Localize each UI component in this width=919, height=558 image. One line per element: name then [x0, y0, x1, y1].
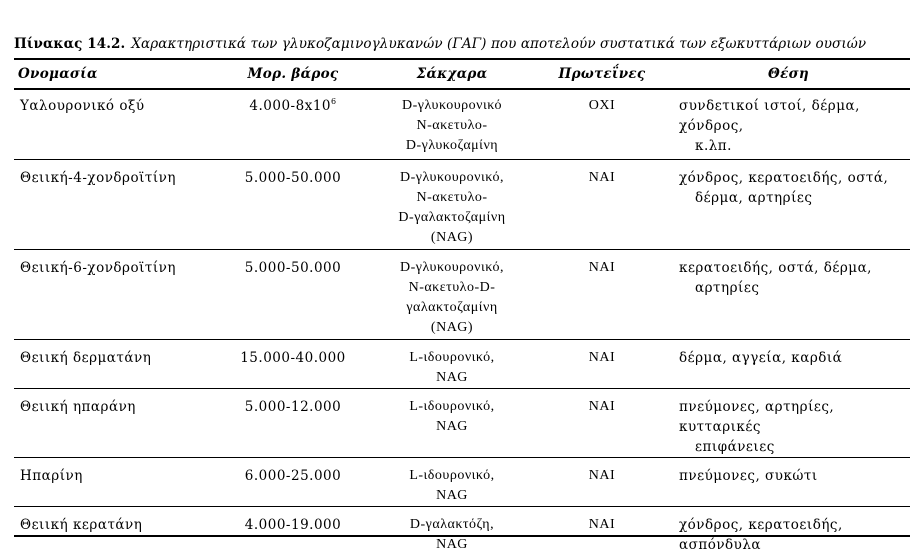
table-header-row [14, 60, 910, 88]
cell-position [667, 339, 910, 388]
cell-mw [219, 88, 367, 159]
cell-position [667, 457, 910, 506]
cell-sugar [367, 159, 537, 249]
column-header-mw: Μορ. βάρος [247, 66, 339, 82]
cell-sugar-line: D-γλυκοζαμίνη [405, 138, 499, 153]
cell-sugar-line: L-ιδουρονικό, [409, 398, 495, 414]
cell-protein: ΝΑΙ [537, 388, 667, 457]
cell-mw [219, 388, 367, 457]
table-row [14, 506, 910, 558]
column-header-protein: Πρωτεΐνες [558, 66, 646, 82]
cell-protein: ΝΑΙ [537, 339, 667, 388]
column-header-name: Ονομασία [18, 66, 98, 82]
cell-protein: ΝΑΙ [588, 516, 616, 532]
cell-sugar-line: D-γαλακτόζη, [409, 516, 495, 532]
cell-sugar-line: D-γαλακτοζαμίνη [398, 209, 506, 225]
table-row [14, 457, 910, 506]
cell-sugar [367, 249, 537, 339]
cell-position [667, 249, 910, 339]
cell-position-line: κερατοειδής, οστά, δέρμα, [679, 259, 872, 276]
cell-position [667, 388, 910, 457]
cell-position-line: πνεύμονες, αρτηρίες, κυτταρικές [679, 398, 835, 435]
cell-mw [219, 339, 367, 388]
cell-mw-value: 4.000-19.000 [244, 516, 342, 533]
table-row [14, 88, 910, 159]
cell-mw-value: 15.000-40.000 [240, 349, 346, 366]
cell-position [667, 88, 910, 159]
cell-sugar-line: L-ιδουρονικό, [409, 349, 495, 365]
cell-position-line: χόνδρος, κερατοειδής, οστά, [679, 169, 889, 186]
cell-mw-value: 5.000-50.000 [244, 169, 342, 186]
table-body [14, 88, 910, 558]
cell-position-line: δέρμα, αγγεία, καρδιά [679, 349, 843, 366]
cell-sugar-line: NAG [436, 487, 468, 503]
cell-sugar-line: NAG [436, 536, 468, 552]
cell-position-line: χόνδρος, κερατοειδής, ασπόνδυλα [679, 516, 843, 553]
cell-protein: ΝΑΙ [537, 159, 667, 249]
cell-position-line: πνεύμονες, συκώτι [679, 467, 818, 484]
column-header-position: Θέση [768, 66, 809, 82]
cell-position [667, 159, 910, 249]
table-caption [14, 36, 914, 52]
cell-position [667, 506, 910, 558]
cell-name: Θειική δερματάνη [14, 339, 219, 388]
table-row [14, 339, 910, 388]
column-header-sugar: Σάκχαρα [416, 66, 488, 82]
cell-sugar-line: γαλακτοζαμίνη [406, 299, 498, 315]
cell-mw-value: 5.000-12.000 [244, 398, 342, 415]
cell-position-line: δέρμα, αρτηρίες [695, 189, 813, 206]
table-row [14, 249, 910, 339]
cell-name: Θειική ηπαράνη [14, 388, 219, 457]
table-bottom-rule [14, 535, 910, 537]
cell-sugar-line: (NAG) [430, 229, 474, 245]
cell-mw [219, 249, 367, 339]
cell-name: Θειική-4-χονδροϊτίνη [14, 159, 219, 249]
cell-sugar [367, 457, 537, 506]
table-row [14, 388, 910, 457]
cell-sugar-line: NAG [436, 418, 468, 434]
cell-protein: ΝΑΙ [537, 249, 667, 339]
cell-mw [219, 506, 367, 558]
cell-name: Ηπαρίνη [14, 457, 219, 506]
cell-mw [219, 457, 367, 506]
cell-position-line: συνδετικοί ιστοί, δέρμα, χόνδρος, [679, 98, 860, 134]
cell-sugar-line: N-ακετυλο- [416, 189, 488, 205]
cell-sugar [367, 506, 537, 558]
cell-mw-value: 5.000-50.000 [244, 259, 342, 276]
cell-position-line: κ.λπ. [695, 138, 732, 154]
table-caption-text: Χαρακτηριστικά των γλυκοζαμινογλυκανών (ΓΑΓ) που αποτελούν συστατικά των εξωκυττάριων ουσιών [131, 36, 867, 52]
cell-sugar-line: D-γλυκουρονικό, [400, 259, 504, 275]
table-row [14, 159, 910, 249]
cell-sugar-line: N-ακετυλο-D- [408, 279, 496, 295]
cell-sugar-line: NAG [436, 369, 468, 385]
cell-sugar-line: (NAG) [430, 319, 474, 335]
gag-table [14, 60, 910, 558]
cell-sugar-line: L-ιδουρονικό, [409, 467, 495, 483]
cell-position-line: επιφάνειες [695, 438, 775, 455]
cell-name: Υαλουρονικό οξύ [14, 88, 219, 159]
cell-mw-value: 6.000-25.000 [244, 467, 342, 484]
cell-sugar [367, 388, 537, 457]
cell-position-line: αρτηρίες [695, 279, 760, 296]
cell-sugar-line: D-γλυκουρονικό [402, 98, 502, 113]
cell-sugar [367, 339, 537, 388]
cell-mw-exponent: 6 [331, 97, 337, 106]
cell-name: Θειική-6-χονδροϊτίνη [14, 249, 219, 339]
cell-sugar [367, 88, 537, 159]
cell-mw-value: 4.000-8x10 [249, 98, 331, 114]
cell-sugar-line: D-γλυκουρονικό, [400, 169, 504, 185]
cell-mw [219, 159, 367, 249]
cell-protein: ΟΧΙ [537, 88, 667, 159]
cell-name: Θειική κερατάνη [20, 516, 143, 533]
table-caption-label: Πίνακας 14.2. [14, 36, 126, 52]
cell-protein: ΝΑΙ [537, 457, 667, 506]
cell-sugar-line: N-ακετυλο- [416, 118, 488, 133]
